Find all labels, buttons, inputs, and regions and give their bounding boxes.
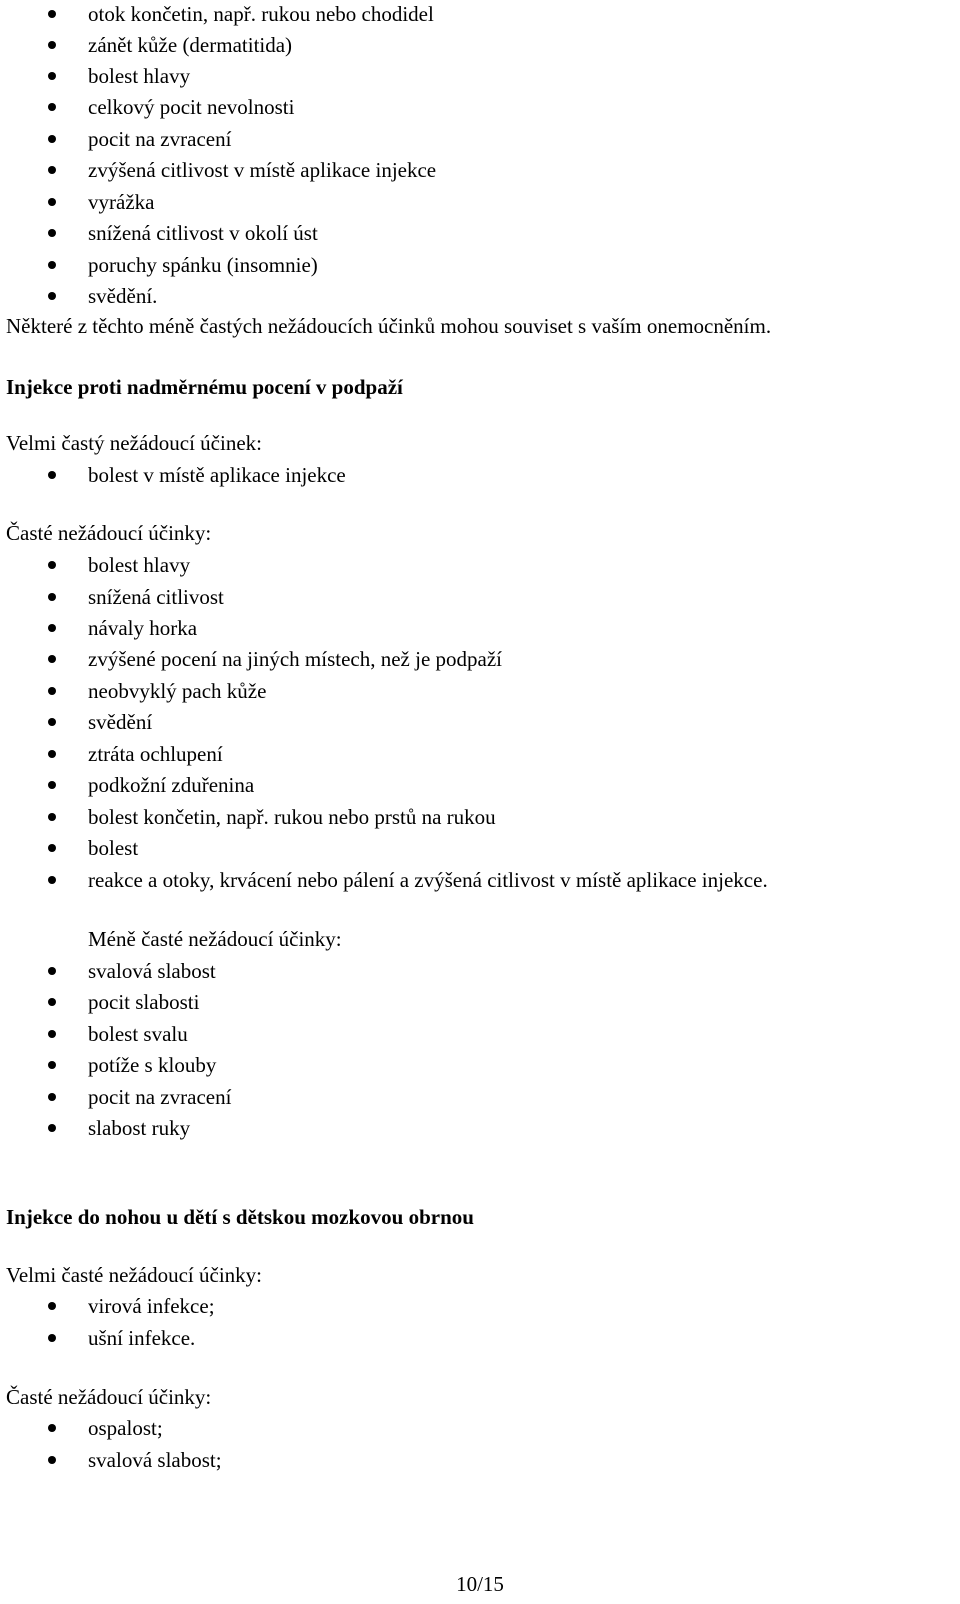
bullet-icon [48, 41, 56, 49]
uncommon-label: Méně časté nežádoucí účinky: [88, 927, 342, 951]
bullet-icon [48, 72, 56, 80]
page-number: 10/15 [456, 1572, 504, 1596]
common-label: Časté nežádoucí účinky: [6, 1385, 212, 1409]
bullet-icon [48, 1030, 56, 1038]
bullet-icon [48, 1334, 56, 1342]
bullet-icon [48, 229, 56, 237]
bullet-icon [48, 876, 56, 884]
very-common-label: Velmi častý nežádoucí účinek: [6, 431, 262, 455]
bullet-icon [48, 10, 56, 18]
bullet-icon [48, 1093, 56, 1101]
bullet-icon [48, 813, 56, 821]
bullet-icon [48, 1124, 56, 1132]
bullet-icon [48, 687, 56, 695]
bullet-icon [48, 781, 56, 789]
common-label: Časté nežádoucí účinky: [6, 521, 212, 545]
bullet-icon [48, 655, 56, 663]
bullet-icon [48, 561, 56, 569]
bullet-icon [48, 750, 56, 758]
bullet-icon [48, 166, 56, 174]
bullet-icon [48, 998, 56, 1006]
bullet-icon [48, 1456, 56, 1464]
bullet-icon [48, 718, 56, 726]
bullet-icon [48, 471, 56, 479]
bullet-icon [48, 844, 56, 852]
note-paragraph: Některé z těchto méně častých nežádoucích účinků mohou souviset s vaším onemocněním. [6, 314, 772, 338]
bullet-icon [48, 593, 56, 601]
bullet-icon [48, 1061, 56, 1069]
bullet-icon [48, 103, 56, 111]
bullet-icon [48, 292, 56, 300]
section-heading-armpit: Injekce proti nadměrnému pocení v podpaží [6, 375, 403, 399]
bullet-icon [48, 261, 56, 269]
bullet-icon [48, 135, 56, 143]
very-common-label: Velmi časté nežádoucí účinky: [6, 1263, 262, 1287]
bullet-icon [48, 198, 56, 206]
section-heading-legs: Injekce do nohou u dětí s dětskou mozkovou obrnou [6, 1205, 474, 1229]
bullet-icon [48, 624, 56, 632]
bullet-icon [48, 1424, 56, 1432]
bullet-icon [48, 1302, 56, 1310]
bullet-icon [48, 967, 56, 975]
